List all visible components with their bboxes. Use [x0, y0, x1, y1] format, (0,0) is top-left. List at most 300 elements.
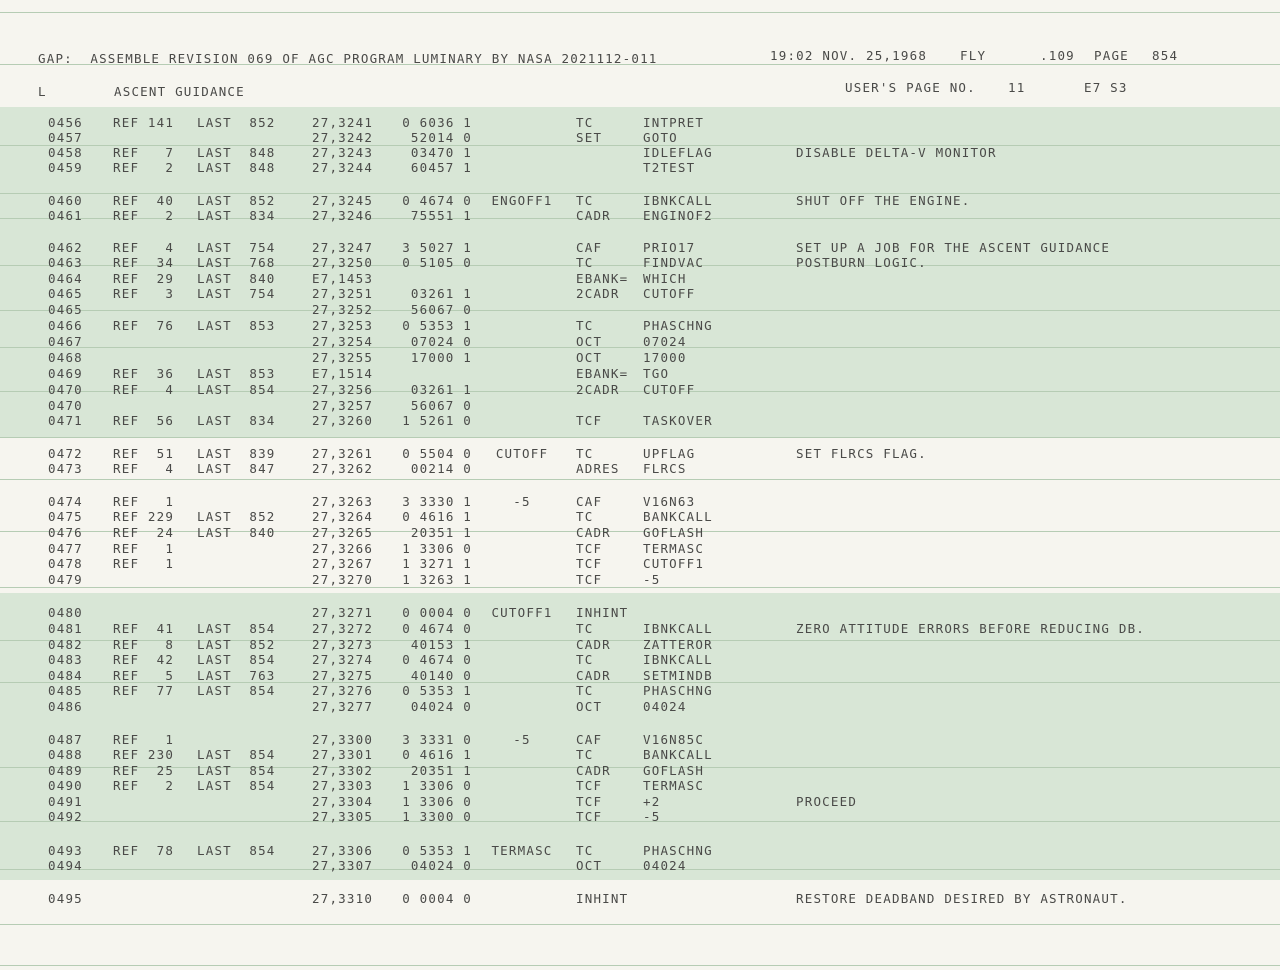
octal-word: 1 3300 0 — [402, 809, 472, 824]
line-number: 0473 — [48, 461, 83, 476]
operand: PRIO17 — [643, 240, 696, 255]
ref-column: REF 4 — [113, 382, 175, 397]
line-number: 0477 — [48, 541, 83, 556]
address: 27,3265 — [312, 525, 374, 540]
address: E7,1453 — [312, 271, 374, 286]
address: 27,3250 — [312, 255, 374, 270]
octal-word: 00214 0 — [410, 461, 472, 476]
comment: SET UP A JOB FOR THE ASCENT GUIDANCE — [796, 240, 1111, 255]
paper-rule — [0, 218, 1280, 219]
label-field: TERMASC — [491, 843, 553, 858]
octal-word: 0 6036 1 — [402, 115, 472, 130]
octal-word: 0 0004 0 — [402, 891, 472, 906]
last-column: LAST 763 — [197, 668, 276, 683]
octal-word: 20351 1 — [410, 525, 472, 540]
octal-word: 0 5353 1 — [402, 318, 472, 333]
ref-column: REF 1 — [113, 556, 175, 571]
octal-word: 0 4616 1 — [402, 509, 472, 524]
opcode: TC — [576, 193, 594, 208]
operand: GOFLASH — [643, 525, 705, 540]
opcode: TC — [576, 652, 594, 667]
operand: TERMASC — [643, 778, 705, 793]
octal-word: 1 3263 1 — [402, 572, 472, 587]
opcode: INHINT — [576, 891, 629, 906]
line-number: 0487 — [48, 732, 83, 747]
users-page-label: USER'S PAGE NO. — [845, 80, 976, 95]
opcode: 2CADR — [576, 286, 620, 301]
paper-rule — [0, 12, 1280, 13]
octal-word: 17000 1 — [410, 350, 472, 365]
address: 27,3251 — [312, 286, 374, 301]
octal-word: 04024 0 — [410, 858, 472, 873]
line-number: 0462 — [48, 240, 83, 255]
comment: PROCEED — [796, 794, 858, 809]
listing-version: .109 — [1040, 48, 1075, 63]
comment: ZERO ATTITUDE ERRORS BEFORE REDUCING DB. — [796, 621, 1146, 636]
operand: UPFLAG — [643, 446, 696, 461]
ref-column: REF 1 — [113, 732, 175, 747]
opcode: CADR — [576, 763, 611, 778]
paper-rule — [0, 587, 1280, 588]
line-number: 0495 — [48, 891, 83, 906]
address: 27,3253 — [312, 318, 374, 333]
line-number: 0484 — [48, 668, 83, 683]
address: 27,3272 — [312, 621, 374, 636]
ref-column: REF 229 — [113, 509, 175, 524]
last-column: LAST 853 — [197, 318, 276, 333]
address: 27,3310 — [312, 891, 374, 906]
operand: CUTOFF — [643, 286, 696, 301]
comment: SHUT OFF THE ENGINE. — [796, 193, 971, 208]
operand: T2TEST — [643, 160, 696, 175]
page-label: PAGE — [1094, 48, 1129, 63]
line-number: 0456 — [48, 115, 83, 130]
paper-rule — [0, 924, 1280, 925]
ref-column: REF 7 — [113, 145, 175, 160]
opcode: TCF — [576, 413, 603, 428]
operand: PHASCHNG — [643, 318, 713, 333]
address: 27,3243 — [312, 145, 374, 160]
paper-rule — [0, 193, 1280, 194]
operand: 07024 — [643, 334, 687, 349]
paper-rule — [0, 869, 1280, 870]
line-number: 0474 — [48, 494, 83, 509]
line-number: 0469 — [48, 366, 83, 381]
opcode: CADR — [576, 525, 611, 540]
listing-fly: FLY — [960, 48, 987, 63]
line-number: 0491 — [48, 794, 83, 809]
octal-word: 07024 0 — [410, 334, 472, 349]
octal-word: 03470 1 — [410, 145, 472, 160]
address: 27,3261 — [312, 446, 374, 461]
operand: TGO — [643, 366, 670, 381]
line-number: 0490 — [48, 778, 83, 793]
opcode: TCF — [576, 572, 603, 587]
paper-rule — [0, 347, 1280, 348]
line-number: 0478 — [48, 556, 83, 571]
octal-word: 0 5353 1 — [402, 683, 472, 698]
last-column: LAST 854 — [197, 683, 276, 698]
line-number: 0481 — [48, 621, 83, 636]
line-number: 0463 — [48, 255, 83, 270]
line-number: 0465 — [48, 286, 83, 301]
opcode: TC — [576, 843, 594, 858]
comment: SET FLRCS FLAG. — [796, 446, 927, 461]
column-l: L — [38, 84, 47, 99]
address: 27,3247 — [312, 240, 374, 255]
line-number: 0458 — [48, 145, 83, 160]
paper-rule — [0, 682, 1280, 683]
address: 27,3263 — [312, 494, 374, 509]
ref-column: REF 51 — [113, 446, 175, 461]
label-field: ENGOFF1 — [491, 193, 553, 208]
opcode: CAF — [576, 494, 603, 509]
label-field: -5 — [513, 732, 531, 747]
operand: GOTO — [643, 130, 678, 145]
label-field: CUTOFF1 — [491, 605, 553, 620]
last-column: LAST 854 — [197, 652, 276, 667]
opcode: CADR — [576, 668, 611, 683]
address: 27,3244 — [312, 160, 374, 175]
label-field: CUTOFF — [495, 446, 549, 461]
last-column: LAST 854 — [197, 747, 276, 762]
line-number: 0483 — [48, 652, 83, 667]
operand: INTPRET — [643, 115, 705, 130]
operand: 17000 — [643, 350, 687, 365]
line-number: 0493 — [48, 843, 83, 858]
address: 27,3270 — [312, 572, 374, 587]
last-column: LAST 839 — [197, 446, 276, 461]
octal-word: 0 5105 0 — [402, 255, 472, 270]
octal-word: 60457 1 — [410, 160, 472, 175]
paper-rule — [0, 640, 1280, 641]
operand: IBNKCALL — [643, 652, 713, 667]
last-column: LAST 848 — [197, 145, 276, 160]
line-number: 0494 — [48, 858, 83, 873]
opcode: TC — [576, 446, 594, 461]
line-number: 0485 — [48, 683, 83, 698]
octal-word: 20351 1 — [410, 763, 472, 778]
opcode: OCT — [576, 334, 603, 349]
address: 27,3241 — [312, 115, 374, 130]
address: E7,1514 — [312, 366, 374, 381]
line-number: 0470 — [48, 382, 83, 397]
label-field: -5 — [513, 494, 531, 509]
ref-column: REF 2 — [113, 160, 175, 175]
paper-rule — [0, 391, 1280, 392]
operand: IBNKCALL — [643, 193, 713, 208]
address: 27,3271 — [312, 605, 374, 620]
opcode: TC — [576, 255, 594, 270]
last-column: LAST 852 — [197, 115, 276, 130]
opcode: TCF — [576, 794, 603, 809]
ref-column: REF 2 — [113, 208, 175, 223]
operand: BANKCALL — [643, 747, 713, 762]
address: 27,3307 — [312, 858, 374, 873]
operand: FLRCS — [643, 461, 687, 476]
address: 27,3254 — [312, 334, 374, 349]
opcode: TCF — [576, 541, 603, 556]
line-number: 0492 — [48, 809, 83, 824]
bank-id: E7 S3 — [1084, 80, 1128, 95]
octal-word: 1 3271 1 — [402, 556, 472, 571]
opcode: CADR — [576, 208, 611, 223]
address: 27,3264 — [312, 509, 374, 524]
opcode: CADR — [576, 637, 611, 652]
address: 27,3252 — [312, 302, 374, 317]
line-number: 0489 — [48, 763, 83, 778]
address: 27,3273 — [312, 637, 374, 652]
opcode: TC — [576, 115, 594, 130]
octal-word: 0 4674 0 — [402, 193, 472, 208]
address: 27,3255 — [312, 350, 374, 365]
line-number: 0486 — [48, 699, 83, 714]
octal-word: 75551 1 — [410, 208, 472, 223]
line-number: 0482 — [48, 637, 83, 652]
octal-word: 0 4674 0 — [402, 652, 472, 667]
address: 27,3260 — [312, 413, 374, 428]
operand: SETMINDB — [643, 668, 713, 683]
ref-column: REF 29 — [113, 271, 175, 286]
line-number: 0466 — [48, 318, 83, 333]
line-number: 0465 — [48, 302, 83, 317]
ref-column: REF 25 — [113, 763, 175, 778]
last-column: LAST 754 — [197, 240, 276, 255]
operand: WHICH — [643, 271, 687, 286]
line-number: 0471 — [48, 413, 83, 428]
paper-band-3 — [0, 593, 1280, 880]
comment: POSTBURN LOGIC. — [796, 255, 927, 270]
octal-word: 3 3331 0 — [402, 732, 472, 747]
paper-rule — [0, 265, 1280, 266]
address: 27,3262 — [312, 461, 374, 476]
address: 27,3301 — [312, 747, 374, 762]
paper-rule — [0, 437, 1280, 438]
line-number: 0475 — [48, 509, 83, 524]
paper-rule — [0, 531, 1280, 532]
address: 27,3256 — [312, 382, 374, 397]
last-column: LAST 854 — [197, 843, 276, 858]
ref-column: REF 34 — [113, 255, 175, 270]
line-number: 0467 — [48, 334, 83, 349]
operand: ENGINOF2 — [643, 208, 713, 223]
ref-column: REF 3 — [113, 286, 175, 301]
last-column: LAST 853 — [197, 366, 276, 381]
paper-rule — [0, 767, 1280, 768]
operand: GOFLASH — [643, 763, 705, 778]
octal-word: 0 5353 1 — [402, 843, 472, 858]
opcode: CAF — [576, 240, 603, 255]
address: 27,3303 — [312, 778, 374, 793]
octal-word: 1 3306 0 — [402, 778, 472, 793]
operand: FINDVAC — [643, 255, 705, 270]
ref-column: REF 4 — [113, 461, 175, 476]
octal-word: 1 3306 0 — [402, 541, 472, 556]
operand: BANKCALL — [643, 509, 713, 524]
line-number: 0479 — [48, 572, 83, 587]
line-number: 0480 — [48, 605, 83, 620]
octal-word: 04024 0 — [410, 699, 472, 714]
address: 27,3302 — [312, 763, 374, 778]
line-number: 0461 — [48, 208, 83, 223]
operand: TERMASC — [643, 541, 705, 556]
opcode: EBANK= — [576, 271, 629, 286]
opcode: TCF — [576, 778, 603, 793]
ref-column: REF 5 — [113, 668, 175, 683]
operand: +2 — [643, 794, 661, 809]
address: 27,3306 — [312, 843, 374, 858]
address: 27,3300 — [312, 732, 374, 747]
address: 27,3267 — [312, 556, 374, 571]
octal-word: 0 4616 1 — [402, 747, 472, 762]
octal-word: 3 3330 1 — [402, 494, 472, 509]
octal-word: 3 5027 1 — [402, 240, 472, 255]
line-number: 0470 — [48, 398, 83, 413]
opcode: OCT — [576, 350, 603, 365]
last-column: LAST 834 — [197, 208, 276, 223]
ref-column: REF 230 — [113, 747, 175, 762]
operand: IBNKCALL — [643, 621, 713, 636]
ref-column: REF 36 — [113, 366, 175, 381]
comment: DISABLE DELTA-V MONITOR — [796, 145, 997, 160]
line-number: 0488 — [48, 747, 83, 762]
ref-column: REF 2 — [113, 778, 175, 793]
address: 27,3257 — [312, 398, 374, 413]
last-column: LAST 852 — [197, 509, 276, 524]
address: 27,3275 — [312, 668, 374, 683]
address: 27,3305 — [312, 809, 374, 824]
address: 27,3274 — [312, 652, 374, 667]
opcode: TC — [576, 683, 594, 698]
address: 27,3277 — [312, 699, 374, 714]
users-page-number: 11 — [1008, 80, 1026, 95]
octal-word: 40153 1 — [410, 637, 472, 652]
ref-column: REF 78 — [113, 843, 175, 858]
octal-word: 52014 0 — [410, 130, 472, 145]
operand: ZATTEROR — [643, 637, 713, 652]
line-number: 0472 — [48, 446, 83, 461]
last-column: LAST 754 — [197, 286, 276, 301]
operand: PHASCHNG — [643, 843, 713, 858]
octal-word: 03261 1 — [410, 286, 472, 301]
opcode: CAF — [576, 732, 603, 747]
last-column: LAST 854 — [197, 382, 276, 397]
octal-word: 1 5261 0 — [402, 413, 472, 428]
opcode: TC — [576, 318, 594, 333]
address: 27,3245 — [312, 193, 374, 208]
paper-band-1 — [0, 107, 1280, 438]
address: 27,3304 — [312, 794, 374, 809]
paper-rule — [0, 965, 1280, 966]
last-column: LAST 840 — [197, 525, 276, 540]
octal-word: 1 3306 0 — [402, 794, 472, 809]
operand: TASKOVER — [643, 413, 713, 428]
octal-word: 0 0004 0 — [402, 605, 472, 620]
opcode: INHINT — [576, 605, 629, 620]
ref-column: REF 77 — [113, 683, 175, 698]
last-column: LAST 854 — [197, 763, 276, 778]
address: 27,3242 — [312, 130, 374, 145]
last-column: LAST 768 — [197, 255, 276, 270]
opcode: TC — [576, 747, 594, 762]
ref-column: REF 24 — [113, 525, 175, 540]
opcode: OCT — [576, 699, 603, 714]
opcode: TC — [576, 509, 594, 524]
opcode: 2CADR — [576, 382, 620, 397]
ref-column: REF 76 — [113, 318, 175, 333]
ref-column: REF 141 — [113, 115, 175, 130]
last-column: LAST 854 — [197, 621, 276, 636]
line-number: 0460 — [48, 193, 83, 208]
operand: 04024 — [643, 699, 687, 714]
ref-column: REF 8 — [113, 637, 175, 652]
opcode: TCF — [576, 809, 603, 824]
ref-column: REF 56 — [113, 413, 175, 428]
last-column: LAST 852 — [197, 193, 276, 208]
opcode: SET — [576, 130, 603, 145]
line-number: 0476 — [48, 525, 83, 540]
page-number: 854 — [1152, 48, 1179, 63]
operand: -5 — [643, 572, 661, 587]
operand: IDLEFLAG — [643, 145, 713, 160]
last-column: LAST 848 — [197, 160, 276, 175]
address: 27,3246 — [312, 208, 374, 223]
address: 27,3266 — [312, 541, 374, 556]
paper-rule — [0, 310, 1280, 311]
last-column: LAST 840 — [197, 271, 276, 286]
comment: RESTORE DEADBAND DESIRED BY ASTRONAUT. — [796, 891, 1128, 906]
operand: CUTOFF — [643, 382, 696, 397]
paper-rule — [0, 821, 1280, 822]
address: 27,3276 — [312, 683, 374, 698]
operand: V16N63 — [643, 494, 696, 509]
listing-title: GAP: ASSEMBLE REVISION 069 OF AGC PROGRAM LUMINARY BY NASA 2021112-011 — [38, 51, 658, 66]
last-column: LAST 852 — [197, 637, 276, 652]
ref-column: REF 4 — [113, 240, 175, 255]
octal-word: 0 4674 0 — [402, 621, 472, 636]
operand: 04024 — [643, 858, 687, 873]
last-column: LAST 847 — [197, 461, 276, 476]
octal-word: 0 5504 0 — [402, 446, 472, 461]
octal-word: 56067 0 — [410, 302, 472, 317]
opcode: OCT — [576, 858, 603, 873]
line-number: 0459 — [48, 160, 83, 175]
last-column: LAST 854 — [197, 778, 276, 793]
octal-word: 03261 1 — [410, 382, 472, 397]
opcode: EBANK= — [576, 366, 629, 381]
last-column: LAST 834 — [197, 413, 276, 428]
opcode: TC — [576, 621, 594, 636]
ref-column: REF 41 — [113, 621, 175, 636]
ref-column: REF 40 — [113, 193, 175, 208]
line-number: 0464 — [48, 271, 83, 286]
operand: PHASCHNG — [643, 683, 713, 698]
listing-timestamp: 19:02 NOV. 25,1968 — [770, 48, 928, 63]
operand: CUTOFF1 — [643, 556, 705, 571]
ref-column: REF 1 — [113, 494, 175, 509]
octal-word: 56067 0 — [410, 398, 472, 413]
paper-rule — [0, 145, 1280, 146]
octal-word: 40140 0 — [410, 668, 472, 683]
operand: V16N85C — [643, 732, 705, 747]
opcode: ADRES — [576, 461, 620, 476]
line-number: 0457 — [48, 130, 83, 145]
section-title: ASCENT GUIDANCE — [114, 84, 245, 99]
paper-band-2 — [0, 438, 1280, 593]
opcode: TCF — [576, 556, 603, 571]
ref-column: REF 42 — [113, 652, 175, 667]
paper-rule — [0, 479, 1280, 480]
